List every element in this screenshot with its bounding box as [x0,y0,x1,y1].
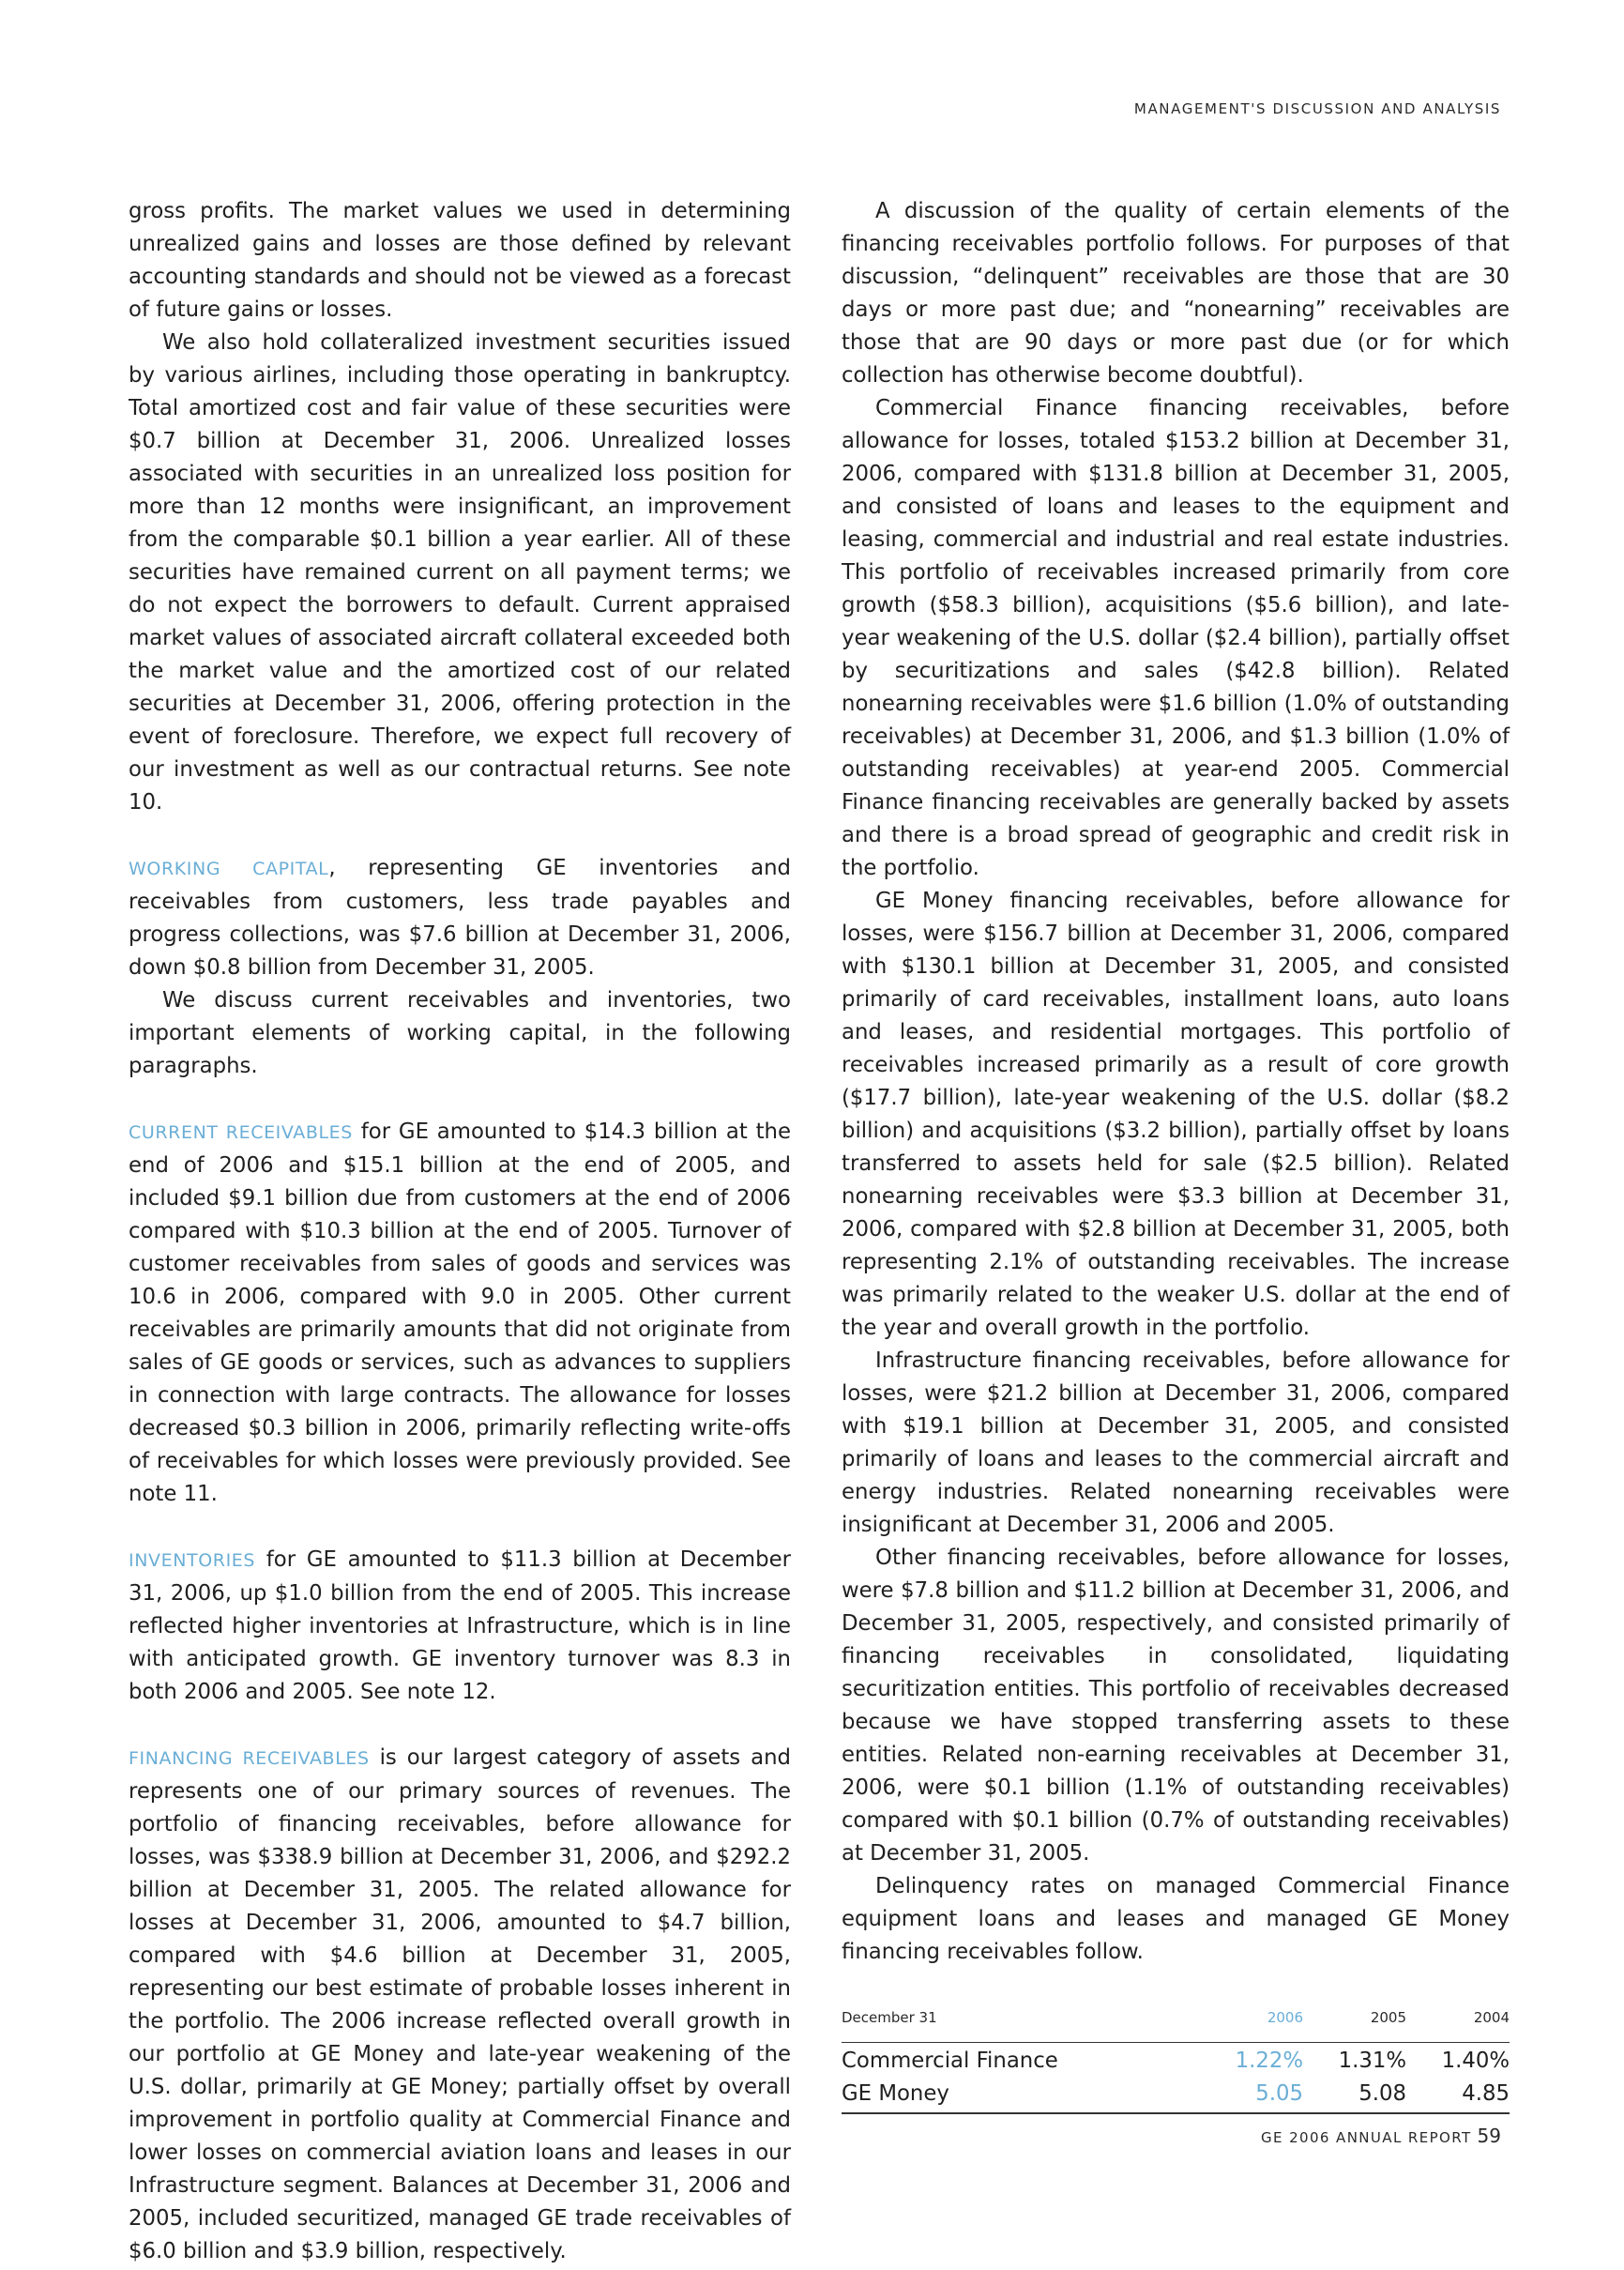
table-row [842,2043,1510,2077]
working-capital-paragraph [129,852,791,984]
paragraph: A discussion of the quality of certain elements of the financing receivables portfolio follows. For purposes of that discussion, “delinquent” receivables are those that are 30 days or more past due; and “nonearning” receivables are those that are 90 days or more past due (or for which collection has otherwise become doubtful). [842,199,1510,388]
column-header-2005: 2005 [1303,2002,1406,2043]
table-row [842,2076,1510,2113]
inventories-heading: INVENTORIES [129,1550,256,1571]
paragraph: Commercial Finance financing receivables, before allowance for losses, totaled $153.2 billion at December 31, 2006, compared with $131.8 billion at December 31, 2005, and consisted of loans and leases to the equipment and leasing, commercial and industrial and real estate industries. This portfolio of receivables increased primarily from core growth ($58.3 billion), acquisitions ($5.6 billion), and late-year weakening of the U.S. dollar ($2.4 billion), partially offset by securitizations and sales ($42.8 billion). Related nonearning receivables were $1.6 billion (1.0% of outstanding receivables) at December 31, 2006, and $1.3 billion (1.0% of outstanding receivables) at year-end 2005. Commercial Finance financing receivables are generally backed by assets and there is a broad spread of geographic and credit risk in the portfolio. [842,396,1510,880]
financing-receivables-text: is our largest category of assets and represents one of our primary sources of revenues. The portfolio of financing receivables, before allowance for losses, was $338.9 billion at December 31, 2006, and $292.2 billion at December 31, 2005. The related allowance for losses at December 31, 2006, amounted to $4.7 billion, compared with $4.6 billion at December 31, 2005, representing our best estimate of probable losses inherent in the portfolio. The 2006 increase reflected overall growth in our portfolio at GE Money and late-year weakening of the U.S. dollar, primarily at GE Money; partially offset by overall improvement in portfolio quality at Commercial Finance and lower losses on commercial aviation loans and leases in our Infrastructure segment. Balances at December 31, 2006 and 2005, included securitized, managed GE trade receivables of $6.0 billion and $3.9 billion, respectively. [129,1745,792,2263]
working-capital-heading: WORKING CAPITAL [129,859,329,879]
inventories-text: for GE amounted to $11.3 billion at December 31, 2006, up $1.0 billion from the end of 2005. This increase reflected higher inventories at Infrastructure, which is in line with anticipated growth. GE inventory turnover was 8.3 in both 2006 and 2005. See note 12. [129,1547,791,1704]
section-header: MANAGEMENT'S DISCUSSION AND ANALYSIS [1133,100,1501,117]
left-column [129,195,791,2268]
row-label: GE Money [842,2076,1219,2113]
report-title: GE 2006 ANNUAL REPORT [1261,2129,1472,2146]
column-header-date: December 31 [842,2002,1219,2043]
paragraph: Other financing receivables, before allowance for losses, were $7.8 billion and $11.2 billion at December 31, 2006, and December 31, 2005, respectively, and consisted primarily of financing receivables in consolidated, liquidating securitization entities. This portfolio of receivables decreased because we have stopped transferring assets to these entities. Related non-earning receivables at December 31, 2006, were $0.1 billion (1.1% of outstanding receivables) compared with $0.1 billion (0.7% of outstanding receivables) at December 31, 2005. [842,1546,1510,1866]
current-receivables-heading: CURRENT RECEIVABLES [129,1122,353,1143]
paragraph: We also hold collateralized investment securities issued by various airlines, including those operating in bankruptcy. Total amortized cost and fair value of these securities were $0.7 billion at December 31, 2006. Unrealized losses associated with securities in an unrealized loss position for more than 12 months were insignificant, an improvement from the comparable $0.1 billion a year earlier. All of these securities have remained current on all payment terms; we do not expect the borrowers to default. Current appraised market values of associated aircraft collateral exceeded both the market value and the amortized cost of our related securities at December 31, 2006, offering protection in the event of foreclosure. Therefore, we expect full recovery of our investment as well as our contractual returns. See note 10. [129,330,791,815]
current-receivables-text: for GE amounted to $14.3 billion at the end of 2006 and $15.1 billion at the end of 2005, and included $9.1 billion due from customers at the end of 2006 compared with $10.3 billion at the end of 2005. Turnover of customer receivables from sales of goods and services was 10.6 in 2006, compared with 9.0 in 2005. Other current receivables are primarily amounts that did not originate from sales of GE goods or services, such as advances to suppliers in connection with large contracts. The allowance for losses decreased $0.3 billion in 2006, primarily reflecting write-offs of receivables for which losses were previously provided. See note 11. [129,1120,791,1506]
paragraph: gross profits. The market values we used in determining unrealized gains and losses are those defined by relevant accounting standards and should not be viewed as a forecast of future gains or losses. [129,199,791,322]
page-footer [1261,2125,1501,2147]
page-number: 59 [1477,2125,1501,2147]
current-receivables-paragraph [129,1116,791,1511]
column-header-2004: 2004 [1406,2002,1510,2043]
paragraph: GE Money financing receivables, before allowance for losses, were $156.7 billion at December 31, 2006, compared with $130.1 billion at December 31, 2005, and consisted primarily of card receivables, installment loans, auto loans and leases, and residential mortgages. This portfolio of receivables increased primarily as a result of core growth ($17.7 billion), late-year weakening of the U.S. dollar ($8.2 billion) and acquisitions ($3.2 billion), partially offset by loans transferred to assets held for sale ($2.5 billion). Related nonearning receivables were $3.3 billion at December 31, 2006, compared with $2.8 billion at December 31, 2005, both representing 2.1% of outstanding receivables. The increase was primarily related to the weaker U.S. dollar at the end of the year and overall growth in the portfolio. [842,889,1510,1340]
cell-2005: 5.08 [1303,2076,1406,2113]
delinquency-table [842,2002,1510,2114]
paragraph: We discuss current receivables and inventories, two important elements of working capital, in the following paragraphs. [129,988,791,1078]
working-capital-text: , representing GE inventories and receivables from customers, less trade payables and progress collections, was $7.6 billion at December 31, 2006, down $0.8 billion from December 31, 2005. [129,856,791,980]
financing-receivables-paragraph [129,1742,791,2268]
table-header-row [842,2002,1510,2043]
cell-2006: 5.05 [1219,2076,1303,2113]
cell-2005: 1.31% [1338,2049,1406,2073]
row-label: Commercial Finance [842,2049,1058,2073]
column-header-2006: 2006 [1219,2002,1303,2043]
inventories-paragraph [129,1544,791,1709]
financing-receivables-heading: FINANCING RECEIVABLES [129,1748,370,1769]
cell-2004: 1.40% [1441,2049,1510,2073]
paragraph: Delinquency rates on managed Commercial Finance equipment loans and leases and managed GE Money financing receivables follow. [842,1874,1510,1964]
cell-2006: 1.22% [1235,2049,1303,2073]
right-column [842,195,1510,2114]
cell-2004: 4.85 [1406,2076,1510,2113]
paragraph: Infrastructure financing receivables, before allowance for losses, were $21.2 billion at December 31, 2006, compared with $19.1 billion at December 31, 2005, and consisted primarily of loans and leases to the commercial aircraft and energy industries. Related nonearning receivables were insignificant at December 31, 2006 and 2005. [842,1348,1510,1537]
